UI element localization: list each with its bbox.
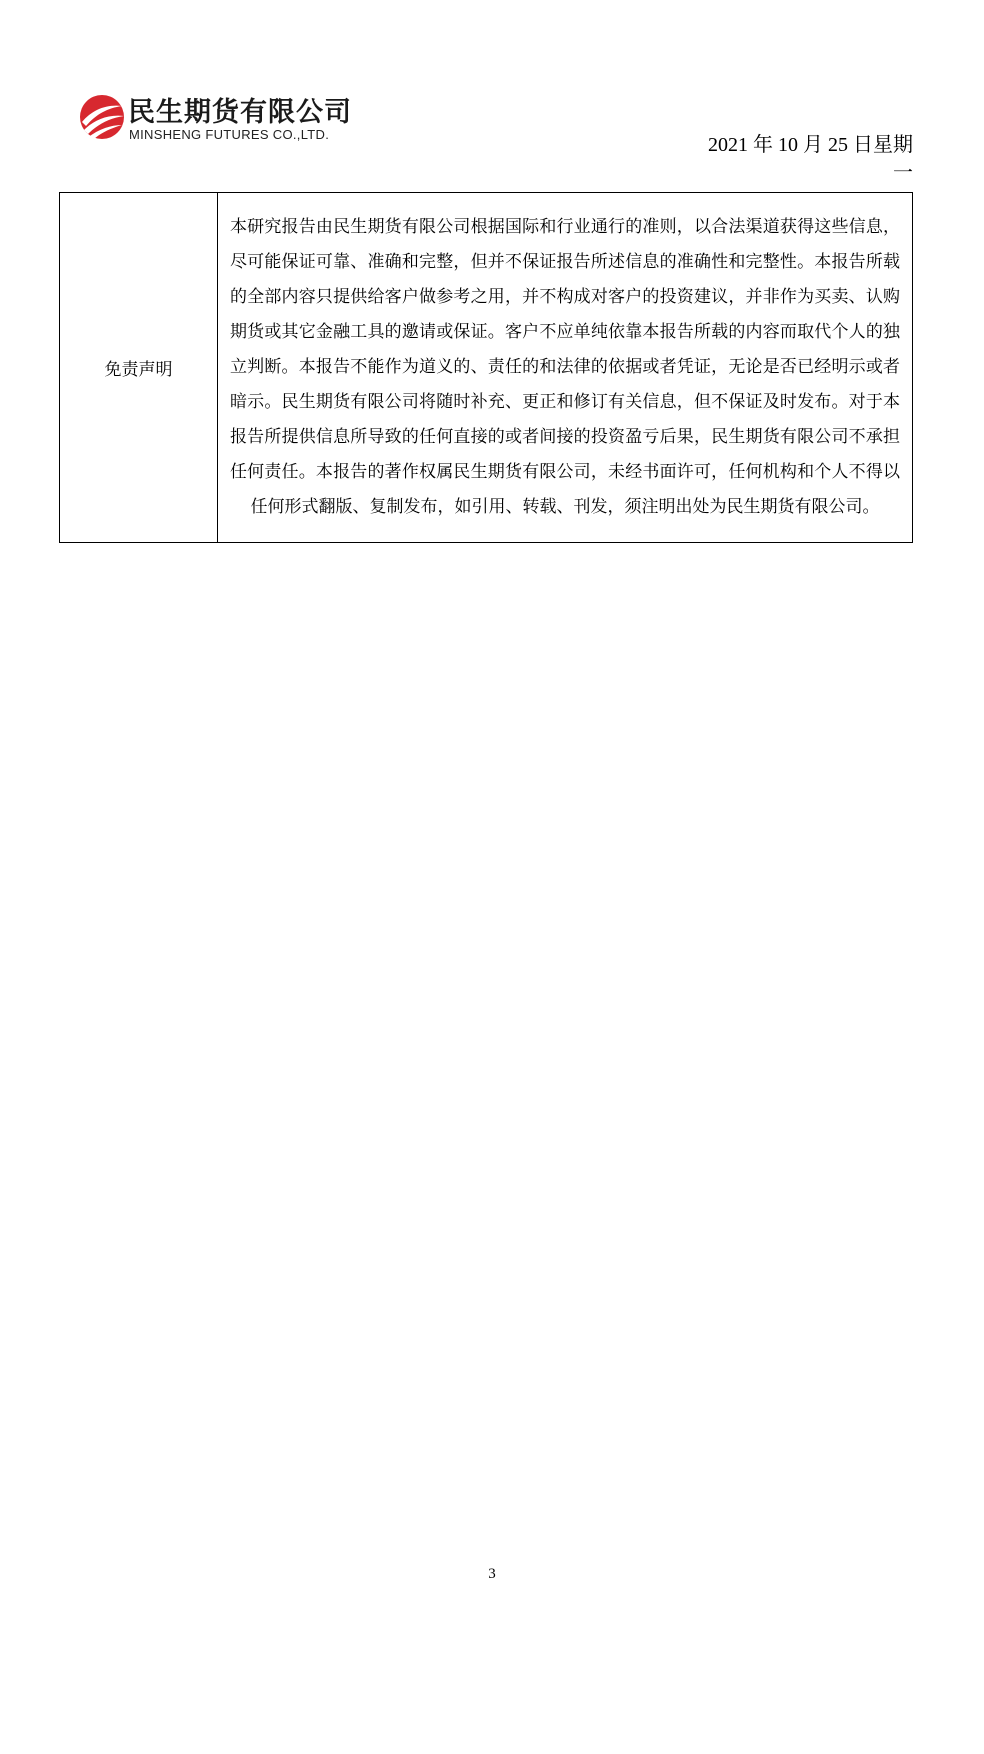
company-logo [78, 88, 368, 148]
report-date: 2021 年 10 月 25 日星期 [708, 134, 913, 156]
logo-chinese-name: 民生期货有限公司 [128, 97, 352, 128]
minsheng-logo-icon [78, 92, 124, 142]
report-weekday: 一 [893, 162, 913, 184]
logo-english-name: MINSHENG FUTURES CO.,LTD. [129, 127, 330, 142]
disclaimer-table [59, 192, 913, 543]
disclaimer-label: 免责声明 [60, 193, 218, 543]
disclaimer-text: 本研究报告由民生期货有限公司根据国际和行业通行的准则，以合法渠道获得这些信息，尽可能保证可靠、准确和完整，但并不保证报告所述信息的准确性和完整性。本报告所载的全部内容只提供给客户做参考之用，并不构成对客户的投资建议，并非作为买卖、认购期货或其它金融工具的邀请或保证。客户不应单纯依靠本报告所载的内容而取代个人的独立判断。本报告不能作为道义的、责任的和法律的依据或者凭证，无论是否已经明示或者暗示。民生期货有限公司将随时补充、更正和修订有关信息，但不保证及时发布。对于本报告所提供信息所导致的任何直接的或者间接的投资盈亏后果，民生期货有限公司不承担任何责任。本报告的著作权属民生期货有限公司，未经书面许可，任何机构和个人不得以任何形式翻版、复制发布，如引用、转载、刊发，须注明出处为民生期货有限公司。 [218, 193, 913, 543]
page-number: 3 [488, 1566, 496, 1582]
disclaimer-row [60, 193, 913, 543]
